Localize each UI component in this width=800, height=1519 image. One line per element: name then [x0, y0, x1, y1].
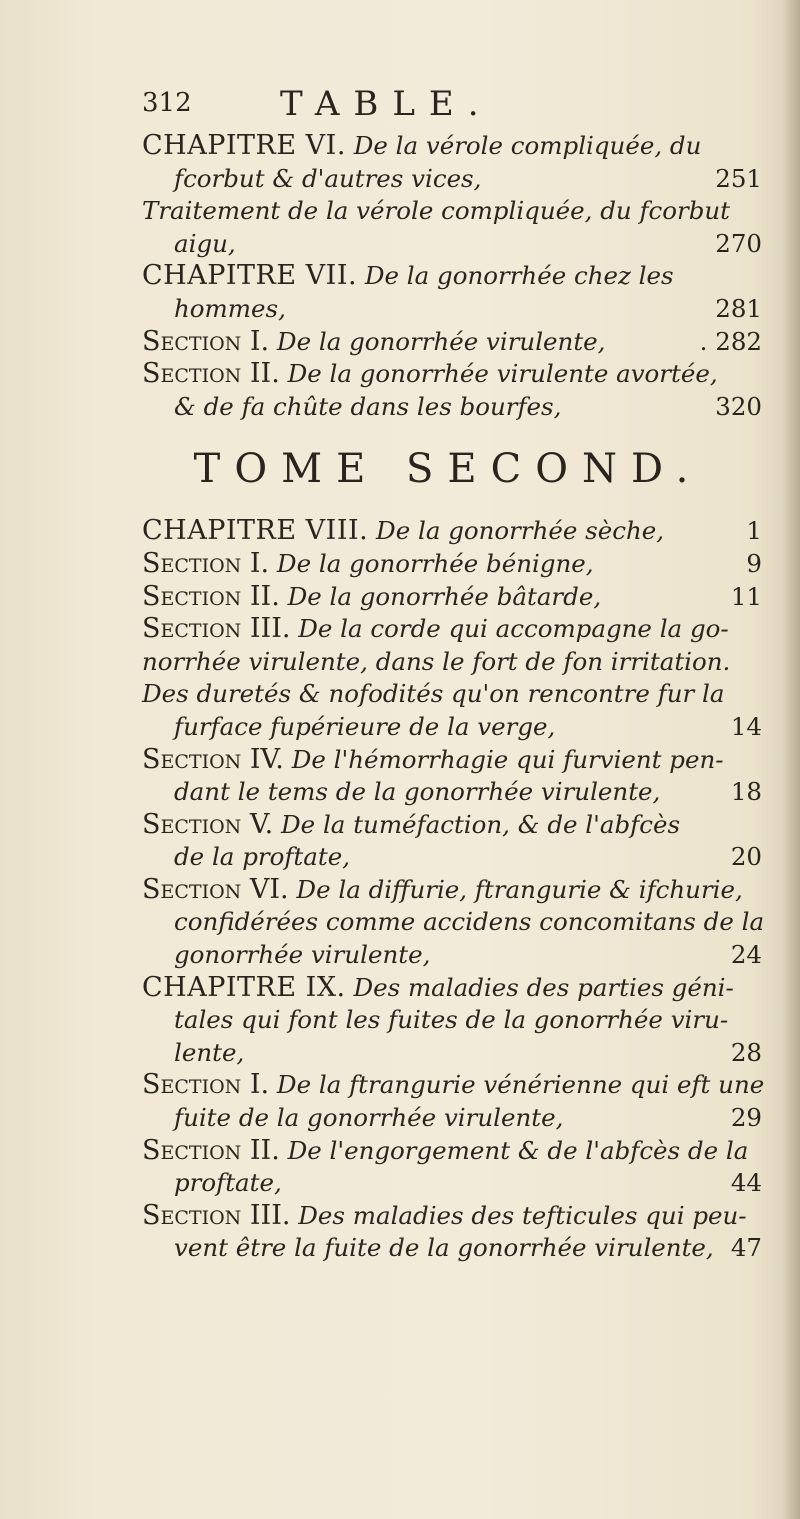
- chapter-label: CHAPITRE VIII.: [142, 515, 369, 547]
- entry-title: Des maladies des tefticules qui peu-: [298, 1200, 747, 1230]
- toc-entry-line: [142, 293, 762, 326]
- toc-entry-line: [142, 1102, 762, 1135]
- toc-entry-line: [142, 1069, 765, 1102]
- toc-entry-line: [142, 906, 765, 939]
- toc-entry-line: [142, 744, 762, 777]
- toc-entry-line: [142, 1004, 762, 1037]
- entry-title: vent être la fuite de la gonorrhée virulente,: [174, 1233, 714, 1263]
- toc-entry-line: [142, 711, 762, 744]
- entry-title: De la gonorrhée sèche,: [376, 516, 665, 546]
- entry-page-number: 11: [730, 581, 762, 611]
- toc-entry-line: [142, 581, 762, 614]
- table-of-contents: [142, 130, 765, 1265]
- page-number: 312: [142, 88, 192, 118]
- entry-title: gonorrhée virulente,: [174, 940, 431, 970]
- entry-title: de la proftate,: [174, 842, 350, 872]
- toc-entry-line: [142, 358, 762, 391]
- toc-entry-line: [142, 809, 762, 842]
- entry-title: lente,: [174, 1037, 245, 1067]
- entry-title: De la gonorrhée chez les: [364, 261, 674, 291]
- entry-page-number: 9: [746, 548, 762, 578]
- section-label: Section II.: [142, 1134, 280, 1166]
- page-header: [142, 84, 762, 128]
- entry-title: furface fupérieure de la verge,: [174, 711, 556, 741]
- section-label: Section VI.: [142, 873, 289, 905]
- entry-title: De la gonorrhée virulente avortée,: [287, 359, 718, 389]
- entry-title: fuite de la gonorrhée virulente,: [174, 1103, 564, 1133]
- toc-entry-line: [142, 678, 762, 711]
- entry-title: proftate,: [174, 1168, 282, 1198]
- entry-page-number: 44: [730, 1168, 762, 1198]
- toc-entry-line: [142, 228, 762, 261]
- tome-heading: TOME SECOND.: [193, 446, 703, 493]
- section-label: Section III.: [142, 1199, 291, 1231]
- toc-entry-line: [142, 1037, 762, 1070]
- entry-page-number: 24: [730, 940, 762, 970]
- toc-entry-line: [142, 1232, 762, 1265]
- toc-entry-line: [142, 972, 762, 1005]
- entry-page-number: . 282: [699, 326, 762, 356]
- running-title: TABLE.: [280, 84, 493, 124]
- entry-title: De la gonorrhée bénigne,: [276, 548, 594, 578]
- entry-title: hommes,: [174, 293, 286, 323]
- entry-title: confidérées comme accidens concomitans de la: [174, 907, 765, 937]
- toc-entry-line: [142, 1167, 762, 1200]
- toc-entry-line: [142, 195, 762, 228]
- entry-page-number: 1: [746, 516, 762, 546]
- entry-title: tales qui font les fuites de la gonorrhée viru-: [174, 1005, 729, 1035]
- toc-entry-line: [142, 646, 762, 679]
- toc-entry-line: [142, 326, 762, 359]
- entry-title: De la gonorrhée virulente,: [276, 326, 606, 356]
- toc-entry-line: [142, 874, 762, 907]
- toc-entry-line: [142, 1200, 762, 1233]
- section-label: Section II.: [142, 580, 280, 612]
- entry-page-number: 14: [730, 711, 762, 741]
- toc-entry-line: [142, 391, 762, 424]
- toc-entry-line: [142, 613, 762, 646]
- entry-page-number: 281: [715, 293, 762, 323]
- chapter-label: CHAPITRE VI.: [142, 130, 346, 161]
- entry-title: dant le tems de la gonorrhée virulente,: [174, 777, 661, 807]
- toc-entry-line: [142, 841, 762, 874]
- entry-title: De l'engorgement & de l'abfcès de la: [287, 1135, 749, 1165]
- page-edge-shadow: [782, 0, 800, 1519]
- toc-entry-line: [142, 776, 762, 809]
- toc-entry-line: [142, 939, 762, 972]
- toc-entry-line: [142, 515, 762, 548]
- toc-entry-line: [142, 260, 762, 293]
- entry-page-number: 47: [730, 1233, 762, 1263]
- entry-page-number: 28: [730, 1037, 762, 1067]
- section-label: Section IV.: [142, 743, 284, 775]
- toc-entry-line: [142, 548, 762, 581]
- section-label: Section II.: [142, 358, 280, 390]
- entry-title: De l'hémorrhagie qui furvient pen-: [291, 744, 724, 774]
- entry-title: De la tuméfaction, & de l'abfcès: [281, 809, 681, 839]
- section-label: Section III.: [142, 613, 291, 645]
- entry-page-number: 20: [730, 842, 762, 872]
- toc-tome-first-entries: [142, 130, 762, 423]
- section-label: Section I.: [142, 1069, 270, 1101]
- toc-entry-line: [142, 163, 762, 196]
- chapter-label: CHAPITRE IX.: [142, 971, 346, 1003]
- entry-title: De la diffurie, ftrangurie & ifchurie,: [296, 874, 743, 904]
- entry-page-number: 270: [715, 228, 762, 258]
- entry-title: aigu,: [174, 228, 236, 258]
- entry-title: De la corde qui accompagne la go-: [298, 614, 729, 644]
- toc-tome-second-entries: [142, 515, 765, 1265]
- entry-page-number: 29: [730, 1103, 762, 1133]
- toc-entry-line: [142, 1135, 762, 1168]
- entry-title: Des maladies des parties géni-: [353, 972, 734, 1002]
- entry-title: De la gonorrhée bâtarde,: [287, 581, 602, 611]
- chapter-label: CHAPITRE VII.: [142, 260, 358, 292]
- entry-title: fcorbut & d'autres vices,: [174, 163, 482, 193]
- entry-title: Traitement de la vérole compliquée, du fcorbut: [142, 196, 731, 226]
- entry-title: De la vérole compliquée, du: [353, 131, 702, 160]
- section-label: Section V.: [142, 808, 274, 840]
- entry-title: norrhée virulente, dans le fort de fon irritation.: [142, 646, 731, 676]
- entry-title: De la ftrangurie vénérienne qui eft une: [276, 1070, 765, 1100]
- entry-page-number: 320: [715, 391, 762, 421]
- entry-title: & de fa chûte dans les bourfes,: [174, 391, 562, 421]
- section-label: Section I.: [142, 325, 270, 357]
- entry-title: Des duretés & nofodités qu'on rencontre fur la: [142, 679, 725, 709]
- entry-page-number: 251: [715, 163, 762, 193]
- toc-entry-line: [142, 130, 762, 163]
- section-label: Section I.: [142, 547, 270, 579]
- entry-page-number: 18: [730, 777, 762, 807]
